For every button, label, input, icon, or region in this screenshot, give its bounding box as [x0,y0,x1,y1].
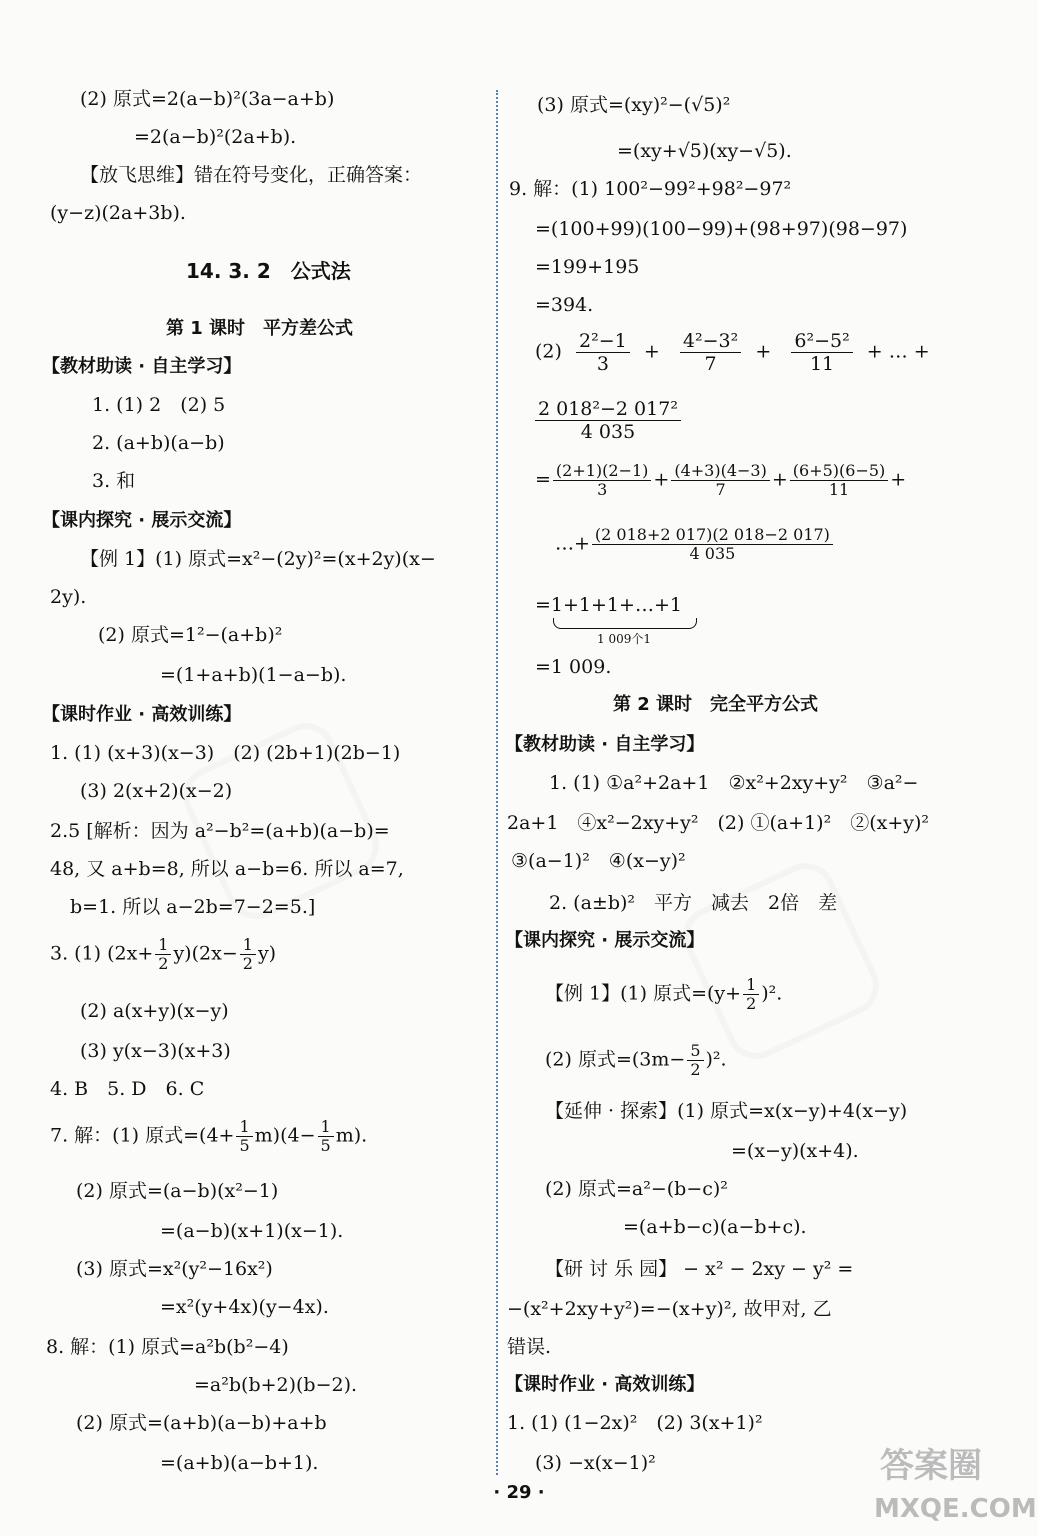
denominator: 11 [809,353,835,375]
denominator: 3 [597,480,608,499]
answer-line: (2) 原式=(a−b)(x²−1) [76,1180,279,1202]
fraction-line [555,526,835,563]
answer-line: 3. 和 [92,470,136,492]
answer-line: 【研 讨 乐 园】 − x² − 2xy − y² = [545,1258,854,1280]
answer-line: 8. 解：(1) 原式=a²b(b²−4) [46,1336,289,1358]
fraction [553,462,652,499]
underbrace [553,618,697,629]
answer-line-fraction [50,1118,367,1155]
fraction [592,526,833,563]
numerator: 1 [240,936,256,955]
answer-line: (3) 2(x+2)(x−2) [80,780,233,802]
plus: + [643,340,660,363]
answer-line: b=1. 所以 a−2b=7−2=5.] [70,896,316,918]
answer-line: (2) a(x+y)(x−y) [80,1000,229,1022]
plus: + [771,468,788,491]
lesson-title: 第 2 课时 完全平方公式 [613,694,819,715]
section-header: 【教材助读 · 自主学习】 [505,734,705,755]
left-column [0,0,495,1536]
fraction [743,976,759,1013]
plus: + [653,468,670,491]
numerator: 1 [236,1118,252,1137]
fraction [791,330,852,375]
fraction [790,462,889,499]
text-line: 【放飞思维】错在符号变化，正确答案： [80,164,423,186]
answer-line: (2) 原式=(a+b)(a−b)+a+b [76,1412,327,1434]
right-column [505,0,1038,1536]
text: (2) [535,340,562,363]
page-number: · 29 · [493,1482,545,1503]
watermark-logo: 答案圈 [880,1446,982,1486]
text: m). [335,1124,368,1147]
fraction-sum-line [535,330,930,375]
equals: = [535,468,551,491]
fraction-sum-line [535,462,906,499]
denominator: 2 [746,994,757,1013]
brace-note: 1 009个1 [597,632,651,646]
answer-line: 【延伸 · 探索】(1) 原式=x(x−y)+4(x−y) [545,1100,908,1122]
section-header: 【教材助读 · 自主学习】 [42,356,242,377]
numerator: 1 [318,1118,334,1137]
fraction [535,398,681,443]
numerator: 4²−3² [680,330,741,353]
text: …+ [555,532,590,555]
numerator: 1 [743,976,759,995]
answer-line: =394. [535,294,594,316]
answer-line: 2.5 [解析：因为 a²−b²=(a+b)(a−b)= [50,820,390,842]
answer-line: 1. (1) (x+3)(x−3) (2) (2b+1)(2b−1) [50,742,401,764]
fraction [680,330,741,375]
text: y)(2x− [173,942,238,965]
example-line: =(1+a+b)(1−a−b). [160,664,347,686]
numerator: 5 [687,1042,703,1061]
text: y) [257,942,277,965]
numerator: 6²−5² [791,330,852,353]
text: (2) 原式=(3m− [545,1048,686,1071]
answer-line: 9. 解：(1) 100²−99²+98²−97² [509,178,792,200]
answer-line: 4. B 5. D 6. C [50,1078,205,1100]
answer-line: =(a−b)(x+1)(x−1). [160,1220,344,1242]
answer-line: 1. (1) (1−2x)² (2) 3(x+1)² [507,1412,763,1434]
numerator: (4+3)(4−3) [671,462,770,481]
sum-line: =1+1+1+…+1 [535,594,682,616]
fraction [318,1118,334,1155]
text-line: =2(a−b)²(2a+b). [134,126,297,148]
answer-line: 1. (1) 2 (2) 5 [92,394,226,416]
answer-line: 2. (a±b)² 平方 减去 2倍 差 [549,892,838,914]
answer-line: =(a+b−c)(a−b+c). [623,1216,807,1238]
example-line [545,976,782,1013]
text: )². [705,1048,727,1071]
denominator: 7 [715,480,726,499]
answer-line: (3) −x(x−1)² [535,1452,656,1474]
answer-line: =(100+99)(100−99)+(98+97)(98−97) [535,218,908,240]
answer-line: =(a+b)(a−b+1). [160,1452,319,1474]
section-header: 【课内探究 · 展示交流】 [505,930,705,951]
answer-line: 2. (a+b)(a−b) [92,432,225,454]
answer-line: 1. (1) ①a²+2a+1 ②x²+2xy+y² ③a²− [549,772,919,794]
denominator: 2 [158,954,169,973]
example-line: 【例 1】(1) 原式=x²−(2y)²=(x+2y)(x− [80,548,436,570]
answer-line: =1 009. [535,656,612,678]
answer-line: (2) 原式=a²−(b−c)² [545,1178,728,1200]
denominator: 5 [239,1136,250,1155]
text: 7. 解：(1) 原式=(4+ [50,1124,235,1147]
numerator: (2+1)(2−1) [553,462,652,481]
answer-line: (3) 原式=x²(y²−16x²) [76,1258,273,1280]
plus: + [890,468,907,491]
example-line [545,1042,727,1079]
answer-line: =(xy+√5)(xy−√5). [617,140,792,162]
denominator: 3 [596,353,609,375]
answer-line: =x²(y+4x)(y−4x). [160,1296,329,1318]
answer-line: =199+195 [535,256,640,278]
answer-line: =a²b(b+2)(b−2). [194,1374,358,1396]
answer-line: (3) 原式=(xy)²−(√5)² [537,94,731,116]
fraction [687,1042,703,1079]
section-header: 【课时作业 · 高效训练】 [42,704,242,725]
fraction [236,1118,252,1155]
numerator: 2 018²−2 017² [535,398,681,421]
text: m)(4− [254,1124,316,1147]
numerator: 1 [155,936,171,955]
section-header: 【课时作业 · 高效训练】 [505,1374,705,1395]
example-line: (2) 原式=1²−(a+b)² [98,624,283,646]
watermark-url: MXQE.COM [874,1494,1037,1524]
text-line: (y−z)(2a+3b). [50,202,186,224]
column-divider [496,90,498,1475]
denominator: 5 [320,1136,331,1155]
section-title: 14. 3. 2 公式法 [186,259,351,283]
denominator: 2 [242,954,253,973]
text: 3. (1) (2x+ [50,942,154,965]
answer-line: 错误. [507,1336,552,1358]
fraction [576,330,630,375]
denominator: 4 035 [689,544,736,563]
answer-line: (3) y(x−3)(x+3) [80,1040,231,1062]
answer-line: =(x−y)(x+4). [731,1140,859,1162]
example-line: 2y). [50,586,87,608]
answer-line: −(x²+2xy+y²)=−(x+y)², 故甲对, 乙 [507,1298,832,1320]
denominator: 4 035 [580,421,636,443]
denominator: 7 [704,353,717,375]
answer-line: 2a+1 ④x²−2xy+y² (2) ①(a+1)² ②(x+y)² [507,812,930,834]
numerator: 2²−1 [576,330,630,353]
answer-line: 48, 又 a+b=8, 所以 a−b=6. 所以 a=7, [50,858,404,880]
text: 【例 1】(1) 原式=(y+ [545,982,742,1005]
fraction-line [533,398,683,443]
denominator: 11 [828,480,850,499]
fraction [671,462,770,499]
numerator: (2 018+2 017)(2 018−2 017) [592,526,833,545]
answer-line-fraction [50,936,276,973]
lesson-title: 第 1 课时 平方差公式 [166,318,354,339]
denominator: 2 [690,1060,701,1079]
text-line: (2) 原式=2(a−b)²(3a−a+b) [80,88,335,110]
text: )². [761,982,783,1005]
answer-line: ③(a−1)² ④(x−y)² [511,850,686,872]
fraction [155,936,171,973]
fraction [240,936,256,973]
plus: + [755,340,772,363]
section-header: 【课内探究 · 展示交流】 [42,510,242,531]
numerator: (6+5)(6−5) [790,462,889,481]
dots: + … + [866,340,930,363]
